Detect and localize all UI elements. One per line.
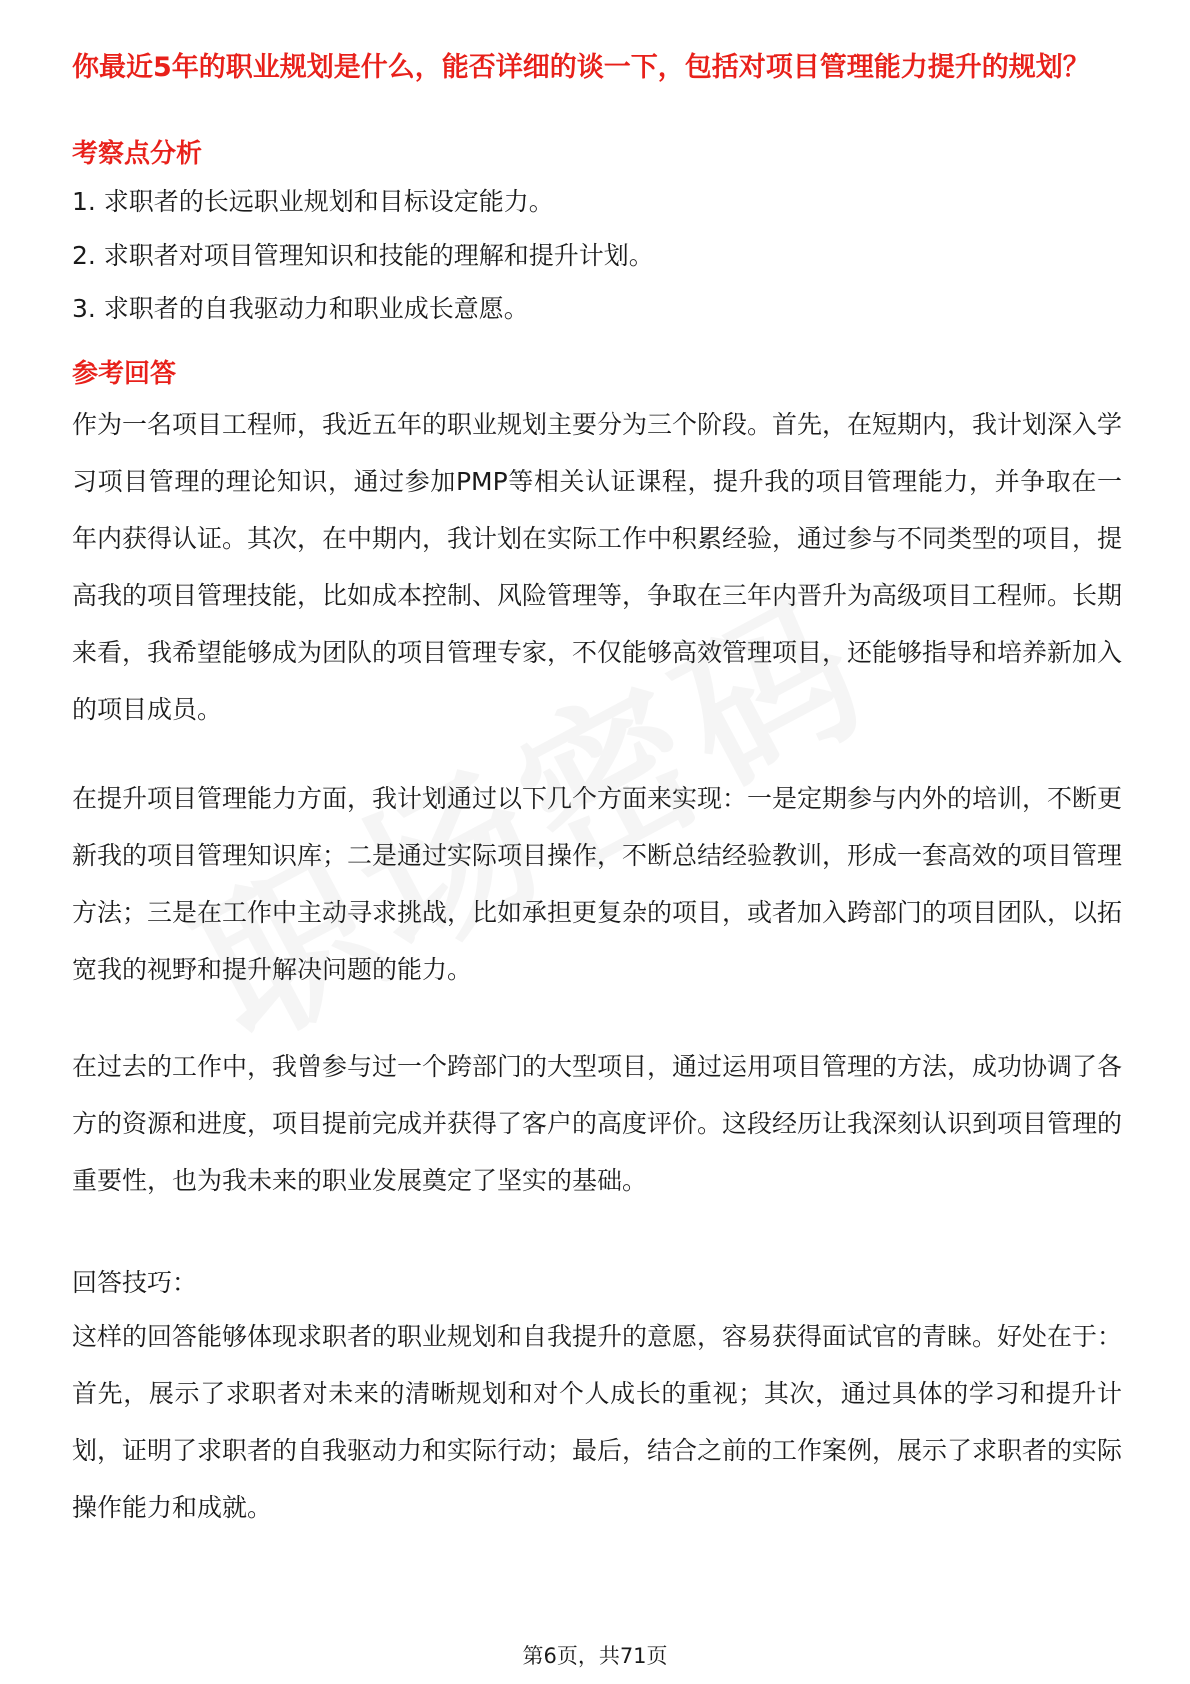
answer-paragraph-3: 在过去的工作中，我曾参与过一个跨部门的大型项目，通过运用项目管理的方法，成功协调了各方的资源和进度，项目提前完成并获得了客户的高度评价。这段经历让我深刻认识到项目管理的重要性，也为我未来的职业发展奠定了坚实的基础。 <box>72 1052 1123 1195</box>
answer-paragraph-1: 作为一名项目工程师，我近五年的职业规划主要分为三个阶段。首先，在短期内，我计划深入学习项目管理的理论知识，通过参加PMP等相关认证课程，提升我的项目管理能力，并争取在一年内获得认证。其次，在中期内，我计划在实际工作中积累经验，通过参与不同类型的项目，提高我的项目管理技能，比如成本控制、风险管理等，争取在三年内晋升为高级项目工程师。长期来看，我希望能够成为团队的项目管理专家，不仅能够高效管理项目，还能够指导和培养新加入的项目成员。 <box>72 410 1123 724</box>
tips-paragraph: 这样的回答能够体现求职者的职业规划和自我提升的意愿，容易获得面试官的青睐。好处在于：首先，展示了求职者对未来的清晰规划和对个人成长的重视；其次，通过具体的学习和提升计划，证明了求职者的自我驱动力和实际行动；最后，结合之前的工作案例，展示了求职者的实际操作能力和成就。 <box>72 1322 1123 1522</box>
tips-title: 回答技巧： <box>72 1268 198 1297</box>
analysis-item-1: 1. 求职者的长远职业规划和目标设定能力。 <box>72 187 554 216</box>
answer-title: 参考回答 <box>72 359 177 389</box>
analysis-title: 考察点分析 <box>72 139 203 169</box>
analysis-item-3: 3. 求职者的自我驱动力和职业成长意愿。 <box>72 294 529 323</box>
analysis-item-2: 2. 求职者对项目管理知识和技能的理解和提升计划。 <box>72 241 654 270</box>
answer-paragraph-2: 在提升项目管理能力方面，我计划通过以下几个方面来实现：一是定期参与内外的培训，不断更新我的项目管理知识库；二是通过实际项目操作，不断总结经验教训，形成一套高效的项目管理方法；三是在工作中主动寻求挑战，比如承担更复杂的项目，或者加入跨部门的项目团队，以拓宽我的视野和提升解决问题的能力。 <box>72 784 1123 984</box>
page-number-footer: 第6页，共71页 <box>522 1644 668 1668</box>
question-heading: 你最近5年的职业规划是什么，能否详细的谈一下，包括对项目管理能力提升的规划？ <box>72 52 1090 83</box>
